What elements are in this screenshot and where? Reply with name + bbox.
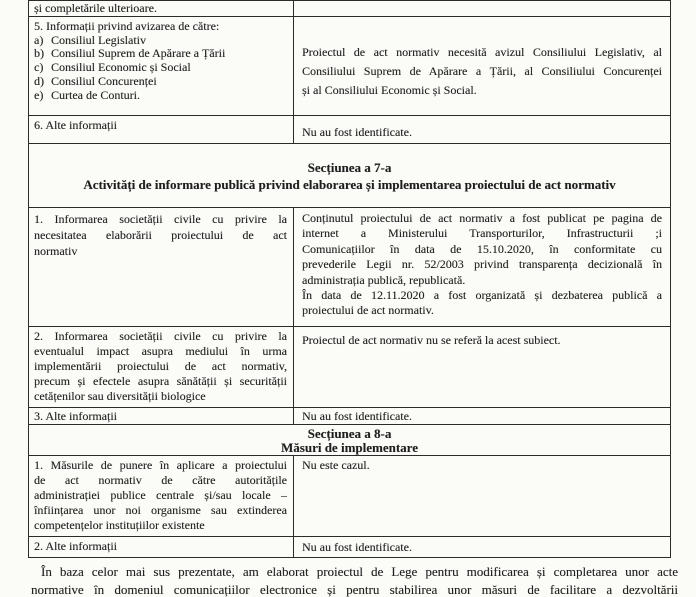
section-8-title: Secțiunea a 8-a — [307, 426, 392, 441]
prev-row-label-cell — [29, 1, 294, 16]
row6-value-cell — [294, 116, 670, 143]
list-text: Curtea de Conturi. — [51, 87, 140, 102]
section-8-header — [29, 425, 670, 456]
row82-value-cell — [294, 537, 670, 557]
table-row-7-3-alte-informatii — [29, 408, 670, 425]
row72-label-line: implementării proiectului de act normativ, — [34, 359, 287, 373]
table-row-6-alte-informatii — [29, 116, 670, 144]
list-text: Consiliul Concurenței — [51, 73, 157, 88]
section-8-subtitle: Măsuri de implementare — [281, 440, 418, 455]
prev-row-value-cell — [294, 1, 670, 16]
row72-label-line: 2. Informarea societății civile cu privire la — [34, 329, 287, 343]
list-text: Consiliul Legislativ — [51, 32, 146, 47]
row71-label-line: normativ — [34, 243, 78, 258]
table-row-5-avizare — [29, 17, 670, 116]
closing-line-1: În baza celor mai sus prezentate, am elaborat proiectul de Lege pentru modificarea și completarea unor acte — [41, 564, 678, 579]
row72-value: Proiectul de act normativ nu se referă la acest subiect. — [302, 333, 561, 347]
list-letter: d) — [34, 73, 44, 88]
row5-title: 5. Informații privind avizarea de către: — [34, 20, 220, 33]
section-7-subtitle: Activități de informare publică privind elaborarea și implementarea proiectului de act normativ — [83, 177, 616, 192]
row73-value: Nu au fost identificate. — [302, 409, 412, 423]
row73-label-cell — [29, 408, 294, 424]
row5-label-cell — [29, 17, 294, 115]
list-letter: e) — [34, 87, 44, 102]
row71-value-line: administrația publică, republicată. — [302, 272, 466, 287]
row73-label: 3. Alte informații — [34, 409, 117, 423]
section-7-title: Secțiunea a 7-a — [307, 160, 392, 175]
table-row-8-2-alte-informatii — [29, 537, 670, 558]
row71-value-line: Comunicațiilor în data de 15.10.2020, în conformitate cu — [302, 241, 662, 256]
row6-label: 6. Alte informații — [34, 118, 117, 132]
row72-label-cell — [29, 327, 294, 407]
row73-value-cell — [294, 408, 670, 424]
row6-label-cell — [29, 116, 294, 143]
row5-value-cell — [294, 17, 670, 115]
list-letter: c) — [34, 60, 44, 75]
row82-label: 2. Alte informații — [34, 539, 117, 553]
row71-label-line: 1. Informarea societății civile cu privire la — [34, 212, 287, 226]
row81-label-line: de act normativ de către autoritățile — [34, 473, 287, 487]
row72-label-line: eventualul impact asupra mediului în urma — [34, 344, 287, 358]
row81-label-line: înființarea unor noi organisme sau extinderea — [34, 503, 287, 517]
row82-value: Nu au fost identificate. — [302, 540, 412, 554]
closing-paragraph — [31, 563, 678, 597]
row72-value-cell — [294, 327, 670, 407]
list-text: Consiliul Suprem de Apărare a Țării — [51, 46, 226, 61]
list-item-b — [34, 47, 287, 61]
row81-value: Nu este cazul. — [302, 458, 370, 472]
row71-value-line: În data de 12.11.2020 a fost organizată și dezbaterea publică a — [302, 288, 662, 303]
row81-value-cell — [294, 456, 670, 536]
row71-value-line: internet a Ministerului Transporturilor, Infrastructurii ;i — [302, 226, 662, 241]
row5-value-line: Consiliului Suprem de Apărare a Țării, al Consiliului Concurenței — [302, 64, 662, 78]
row81-label-cell — [29, 456, 294, 536]
list-item-d — [34, 75, 287, 89]
list-item-c — [34, 61, 287, 75]
row81-label-line: administrației publice centrale și/sau locale – — [34, 488, 287, 502]
section-7-header — [29, 144, 670, 208]
table-row-7-1-informare — [29, 208, 670, 327]
row81-label-line: 1. Măsurile de punere în aplicare a proiectului — [34, 458, 287, 472]
list-item-a — [34, 34, 287, 48]
row81-label-line: competențelor instituțiilor existente — [34, 518, 205, 532]
prev-row-text: și completările ulterioare. — [34, 2, 157, 15]
table-row-previous — [29, 1, 670, 17]
row5-value-line: și al Consiliului Economic și Social. — [302, 83, 477, 97]
row71-value-line: proiectului de act normativ. — [302, 303, 434, 318]
row71-value-cell — [294, 208, 670, 326]
row6-value: Nu au fost identificate. — [302, 125, 412, 139]
table-row-7-2-impact-mediu — [29, 327, 670, 408]
list-letter: a) — [34, 32, 44, 47]
row71-label-cell — [29, 208, 294, 326]
list-text: Consiliul Economic și Social — [51, 60, 191, 75]
row72-label-line: precum și efectele asupra sănătății și securității — [34, 374, 287, 388]
row71-value-line: Conținutul proiectului de act normativ a fost publicat pe pagina de — [302, 211, 662, 225]
normative-act-table — [28, 0, 671, 558]
row5-value-line: Proiectul de act normativ necesită avizul Consiliului Legislativ, al — [302, 45, 662, 59]
row82-label-cell — [29, 537, 294, 557]
list-item-e — [34, 89, 287, 103]
row71-value-line: prevederile Legii nr. 52/2003 privind transparența decizională în — [302, 257, 662, 272]
row71-label-line: necesitatea elaborării proiectului de act — [34, 227, 287, 242]
closing-line-2: normative în domeniul comunicațiilor electronice și pentru stabilirea unor măsuri de facilitare a dezvoltării — [31, 581, 678, 597]
row72-label-line: cetățenilor sau diversității biologice — [34, 389, 206, 403]
table-row-8-1-masuri-aplicare — [29, 456, 670, 537]
list-letter: b) — [34, 46, 44, 61]
